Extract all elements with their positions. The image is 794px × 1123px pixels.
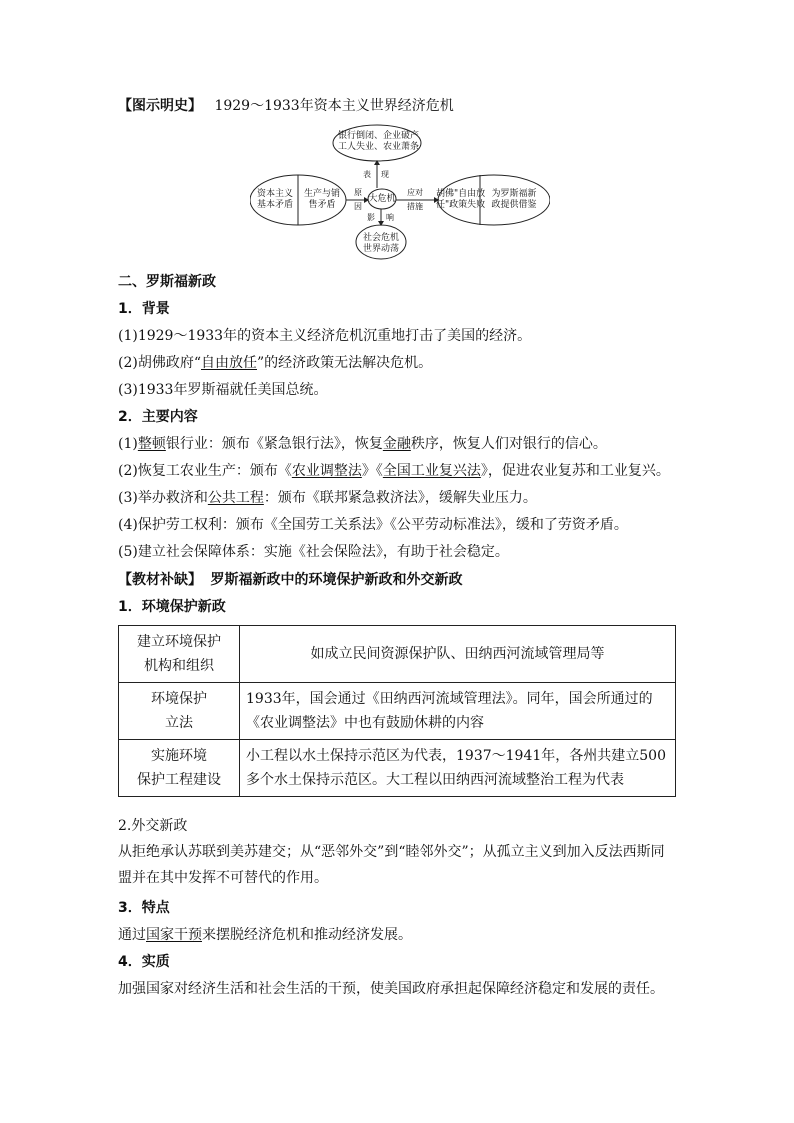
table-row-label: 实施环境 保护工程建设	[119, 740, 240, 797]
bg-item-2: (2)胡佛政府“自由放任”的经济政策无法解决危机。	[118, 355, 433, 371]
center-text: 大危机	[368, 194, 396, 204]
supplement-tag: 【教材补缺】	[118, 572, 202, 588]
label-left-1: 原	[354, 188, 362, 197]
table-row-label: 环境保护 立法	[119, 683, 240, 740]
features-heading: 3．特点	[118, 900, 170, 916]
section2-heading: 二、罗斯福新政	[118, 274, 216, 290]
env-heading: 1．环境保护新政	[118, 599, 226, 615]
table-row-content: 小工程以水土保持示范区为代表，1937～1941年，各州共建立500多个水土保持示范区。大工程以田纳西河流域整治工程为代表	[240, 740, 676, 797]
section-tag: 【图示明史】	[118, 98, 202, 114]
label-right-1: 应对	[407, 188, 423, 197]
environment-table	[118, 625, 676, 797]
label-top-left: 表	[363, 170, 371, 179]
background-heading: 1．背景	[118, 301, 170, 317]
label-top-right: 现	[381, 170, 389, 179]
right-far-text: 为罗斯福新 政提供借鉴	[491, 189, 537, 210]
essence-text: 加强国家对经济生活和社会生活的干预，使美国政府承担起保障经济稳定和发展的责任。	[118, 981, 664, 997]
features-text: 通过国家干预来摆脱经济危机和推动经济发展。	[118, 927, 412, 943]
foreign-heading: 2.外交新政	[118, 818, 188, 834]
bottom-node-text: 社会危机 世界动荡	[362, 233, 399, 254]
diagram-title: 1929～1933年资本主义世界经济危机	[214, 98, 454, 114]
content-item-3: (3)举办救济和公共工程：颁布《联邦紧急救济法》，缓解失业压力。	[118, 490, 537, 506]
table-row-content: 如成立民间资源保护队、田纳西河流域管理局等	[240, 626, 676, 683]
table-row-content: 1933年，国会通过《田纳西河流域管理法》。同年，国会所通过的《农业调整法》中也有鼓励休耕的内容	[240, 683, 676, 740]
table-row	[119, 683, 676, 740]
diagram-header	[118, 96, 454, 116]
supplement-title: 罗斯福新政中的环境保护新政和外交新政	[210, 572, 463, 588]
foreign-text: 从拒绝承认苏联到美苏建交；从“恶邻外交”到“睦邻外交”；从孤立主义到加入反法西斯同盟并在其中发挥不可替代的作用。	[118, 844, 665, 886]
right-near-text: 胡佛"自由放 任"政策失败	[436, 189, 486, 210]
content-item-5: (5)建立社会保障体系：实施《社会保险法》，有助于社会稳定。	[118, 544, 509, 560]
label-bottom-left: 影	[367, 213, 375, 222]
left-near-text: 生产与销 售矛盾	[303, 189, 340, 210]
left-far-text: 资本主义 基本矛盾	[256, 189, 293, 210]
label-left-2: 因	[354, 202, 362, 211]
content-heading: 2．主要内容	[118, 409, 198, 425]
table-row-label: 建立环境保护 机构和组织	[119, 626, 240, 683]
table-row	[119, 740, 676, 797]
content-item-1: (1)整顿银行业：颁布《紧急银行法》，恢复金融秩序，恢复人们对银行的信心。	[118, 436, 607, 452]
table-row	[119, 626, 676, 683]
bg-item-3: (3)1933年罗斯福就任美国总统。	[118, 382, 328, 398]
supplement-header	[118, 570, 462, 590]
label-bottom-right: 响	[386, 213, 394, 222]
top-node-text: 银行倒闭、企业破产 工人失业、农业萧条	[338, 131, 420, 152]
bg-item-1: (1)1929～1933年的资本主义经济危机沉重地打击了美国的经济。	[118, 328, 532, 344]
label-right-2: 措施	[407, 202, 423, 211]
content-item-4: (4)保护劳工权利：颁布《全国劳工关系法》《公平劳动标准法》，缓和了劳资矛盾。	[118, 517, 628, 533]
content-item-2: (2)恢复工农业生产：颁布《农业调整法》《全国工业复兴法》，促进农业复苏和工业复兴。	[118, 463, 670, 479]
essence-heading: 4．实质	[118, 954, 170, 970]
crisis-diagram	[250, 120, 550, 260]
